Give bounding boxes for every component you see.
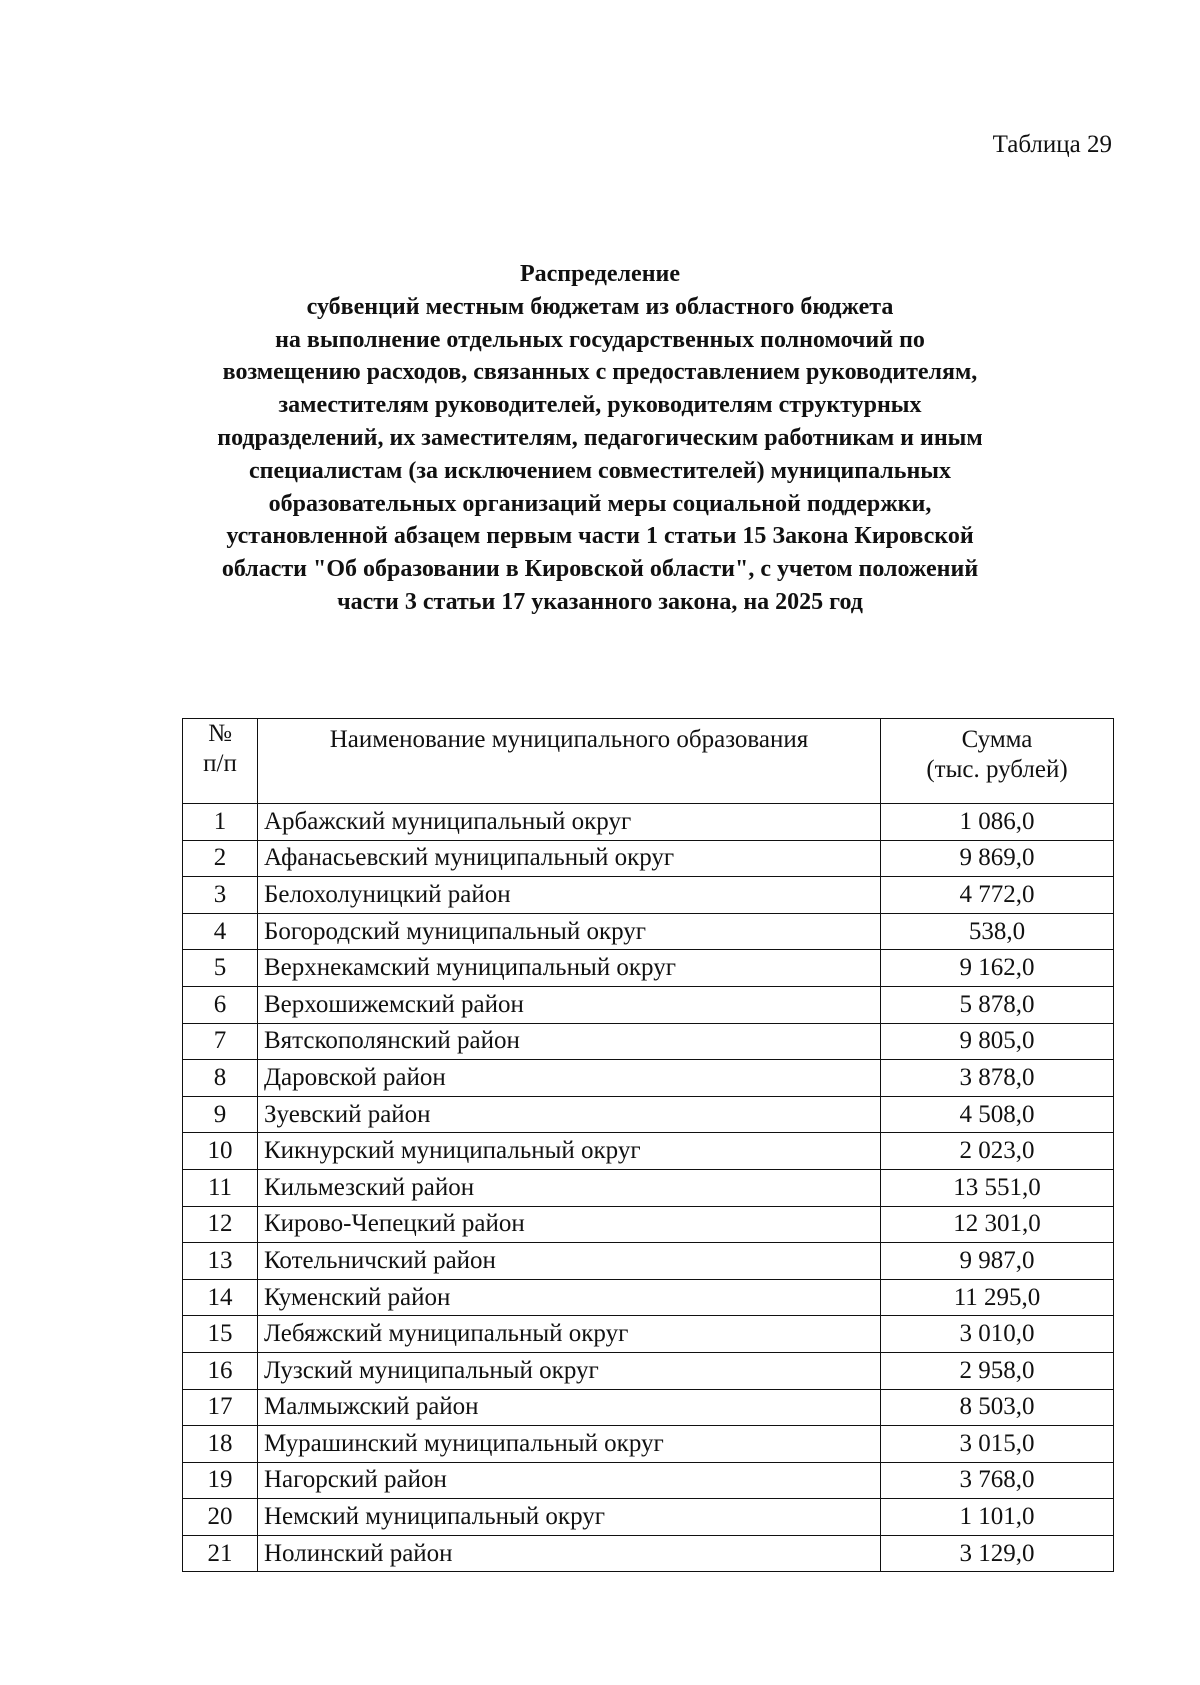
row-sum: 3 010,0 bbox=[881, 1316, 1114, 1353]
row-municipality: Вятскополянский район bbox=[258, 1023, 881, 1060]
row-municipality: Зуевский район bbox=[258, 1096, 881, 1133]
table-row bbox=[183, 1499, 1114, 1536]
row-sum: 3 015,0 bbox=[881, 1426, 1114, 1463]
row-sum: 9 805,0 bbox=[881, 1023, 1114, 1060]
row-sum: 9 987,0 bbox=[881, 1243, 1114, 1280]
row-municipality: Кикнурский муниципальный округ bbox=[258, 1133, 881, 1170]
row-sum: 9 869,0 bbox=[881, 840, 1114, 877]
row-number: 16 bbox=[183, 1352, 258, 1389]
row-municipality: Мурашинский муниципальный округ bbox=[258, 1426, 881, 1463]
row-sum: 4 772,0 bbox=[881, 877, 1114, 914]
header-sum-label: Сумма bbox=[961, 726, 1033, 753]
row-municipality: Афанасьевский муниципальный округ bbox=[258, 840, 881, 877]
document-heading bbox=[150, 258, 1050, 619]
table-row bbox=[183, 1206, 1114, 1243]
table-row bbox=[183, 1243, 1114, 1280]
header-name-label: Наименование муниципального образования bbox=[329, 726, 809, 753]
row-number: 13 bbox=[183, 1243, 258, 1280]
row-sum: 538,0 bbox=[881, 913, 1114, 950]
row-sum: 4 508,0 bbox=[881, 1096, 1114, 1133]
table-row bbox=[183, 1389, 1114, 1426]
heading-line: подразделений, их заместителям, педагогическим работникам и иным bbox=[217, 424, 983, 451]
row-municipality: Кирово-Чепецкий район bbox=[258, 1206, 881, 1243]
row-number: 7 bbox=[183, 1023, 258, 1060]
row-number: 19 bbox=[183, 1462, 258, 1499]
row-number: 14 bbox=[183, 1279, 258, 1316]
row-municipality: Кильмезский район bbox=[258, 1169, 881, 1206]
row-municipality: Даровской район bbox=[258, 1060, 881, 1097]
table-row bbox=[183, 1462, 1114, 1499]
row-number: 10 bbox=[183, 1133, 258, 1170]
table-row bbox=[183, 1426, 1114, 1463]
row-municipality: Немский муниципальный округ bbox=[258, 1499, 881, 1536]
row-municipality: Лузский муниципальный округ bbox=[258, 1352, 881, 1389]
row-number: 11 bbox=[183, 1169, 258, 1206]
header-number-abbr: п/п bbox=[203, 750, 237, 777]
row-municipality: Лебяжский муниципальный округ bbox=[258, 1316, 881, 1353]
row-number: 15 bbox=[183, 1316, 258, 1353]
row-number: 3 bbox=[183, 877, 258, 914]
heading-line: установленной абзацем первым части 1 статьи 15 Закона Кировской bbox=[226, 523, 974, 550]
row-sum: 2 958,0 bbox=[881, 1352, 1114, 1389]
row-municipality: Нолинский район bbox=[258, 1535, 881, 1572]
row-sum: 11 295,0 bbox=[881, 1279, 1114, 1316]
header-name bbox=[258, 719, 881, 804]
header-sum-unit: (тыс. рублей) bbox=[926, 756, 1068, 783]
row-municipality: Куменский район bbox=[258, 1279, 881, 1316]
table-row bbox=[183, 1096, 1114, 1133]
row-number: 9 bbox=[183, 1096, 258, 1133]
row-sum: 1 101,0 bbox=[881, 1499, 1114, 1536]
table-row bbox=[183, 1535, 1114, 1572]
table-header-row bbox=[183, 719, 1114, 804]
row-number: 20 bbox=[183, 1499, 258, 1536]
table-row bbox=[183, 1060, 1114, 1097]
row-sum: 13 551,0 bbox=[881, 1169, 1114, 1206]
row-sum: 3 878,0 bbox=[881, 1060, 1114, 1097]
row-number: 5 bbox=[183, 950, 258, 987]
row-sum: 8 503,0 bbox=[881, 1389, 1114, 1426]
table-row bbox=[183, 1279, 1114, 1316]
header-number bbox=[183, 719, 258, 804]
row-municipality: Котельничский район bbox=[258, 1243, 881, 1280]
row-number: 6 bbox=[183, 986, 258, 1023]
row-sum: 5 878,0 bbox=[881, 986, 1114, 1023]
row-sum: 1 086,0 bbox=[881, 804, 1114, 841]
row-sum: 3 768,0 bbox=[881, 1462, 1114, 1499]
heading-line: субвенций местным бюджетам из областного бюджета bbox=[306, 293, 894, 320]
row-municipality: Верхошижемский район bbox=[258, 986, 881, 1023]
heading-line: Распределение bbox=[519, 261, 681, 287]
row-municipality: Богородский муниципальный округ bbox=[258, 913, 881, 950]
table-row bbox=[183, 986, 1114, 1023]
heading-line: возмещению расходов, связанных с предоставлением руководителям, bbox=[222, 359, 978, 386]
table-row bbox=[183, 1316, 1114, 1353]
heading-line: на выполнение отдельных государственных полномочий по bbox=[275, 326, 925, 353]
row-sum: 3 129,0 bbox=[881, 1535, 1114, 1572]
row-number: 2 bbox=[183, 840, 258, 877]
table-row bbox=[183, 1352, 1114, 1389]
header-number-symbol: № bbox=[208, 720, 232, 747]
row-municipality: Малмыжский район bbox=[258, 1389, 881, 1426]
row-sum: 9 162,0 bbox=[881, 950, 1114, 987]
distribution-table bbox=[182, 718, 1114, 1572]
row-sum: 12 301,0 bbox=[881, 1206, 1114, 1243]
heading-line: заместителям руководителей, руководителям структурных bbox=[278, 392, 922, 419]
row-number: 18 bbox=[183, 1426, 258, 1463]
row-municipality: Арбажский муниципальный округ bbox=[258, 804, 881, 841]
table-number-label: Таблица 29 bbox=[992, 131, 1112, 158]
table-row bbox=[183, 1133, 1114, 1170]
table-row bbox=[183, 1023, 1114, 1060]
row-number: 12 bbox=[183, 1206, 258, 1243]
table-row bbox=[183, 804, 1114, 841]
row-number: 4 bbox=[183, 913, 258, 950]
row-sum: 2 023,0 bbox=[881, 1133, 1114, 1170]
header-sum bbox=[881, 719, 1114, 804]
heading-line: части 3 статьи 17 указанного закона, на 2025 год bbox=[337, 588, 863, 615]
row-number: 17 bbox=[183, 1389, 258, 1426]
row-municipality: Белохолуницкий район bbox=[258, 877, 881, 914]
heading-line: образовательных организаций меры социальной поддержки, bbox=[268, 490, 932, 517]
table-row bbox=[183, 840, 1114, 877]
row-number: 8 bbox=[183, 1060, 258, 1097]
heading-line: специалистам (за исключением совместителей) муниципальных bbox=[248, 457, 952, 484]
row-municipality: Верхнекамский муниципальный округ bbox=[258, 950, 881, 987]
row-number: 1 bbox=[183, 804, 258, 841]
table-row bbox=[183, 877, 1114, 914]
heading-line: области "Об образовании в Кировской области", с учетом положений bbox=[221, 556, 979, 583]
table-row bbox=[183, 950, 1114, 987]
row-number: 21 bbox=[183, 1535, 258, 1572]
table-row bbox=[183, 1169, 1114, 1206]
table-row bbox=[183, 913, 1114, 950]
row-municipality: Нагорский район bbox=[258, 1462, 881, 1499]
